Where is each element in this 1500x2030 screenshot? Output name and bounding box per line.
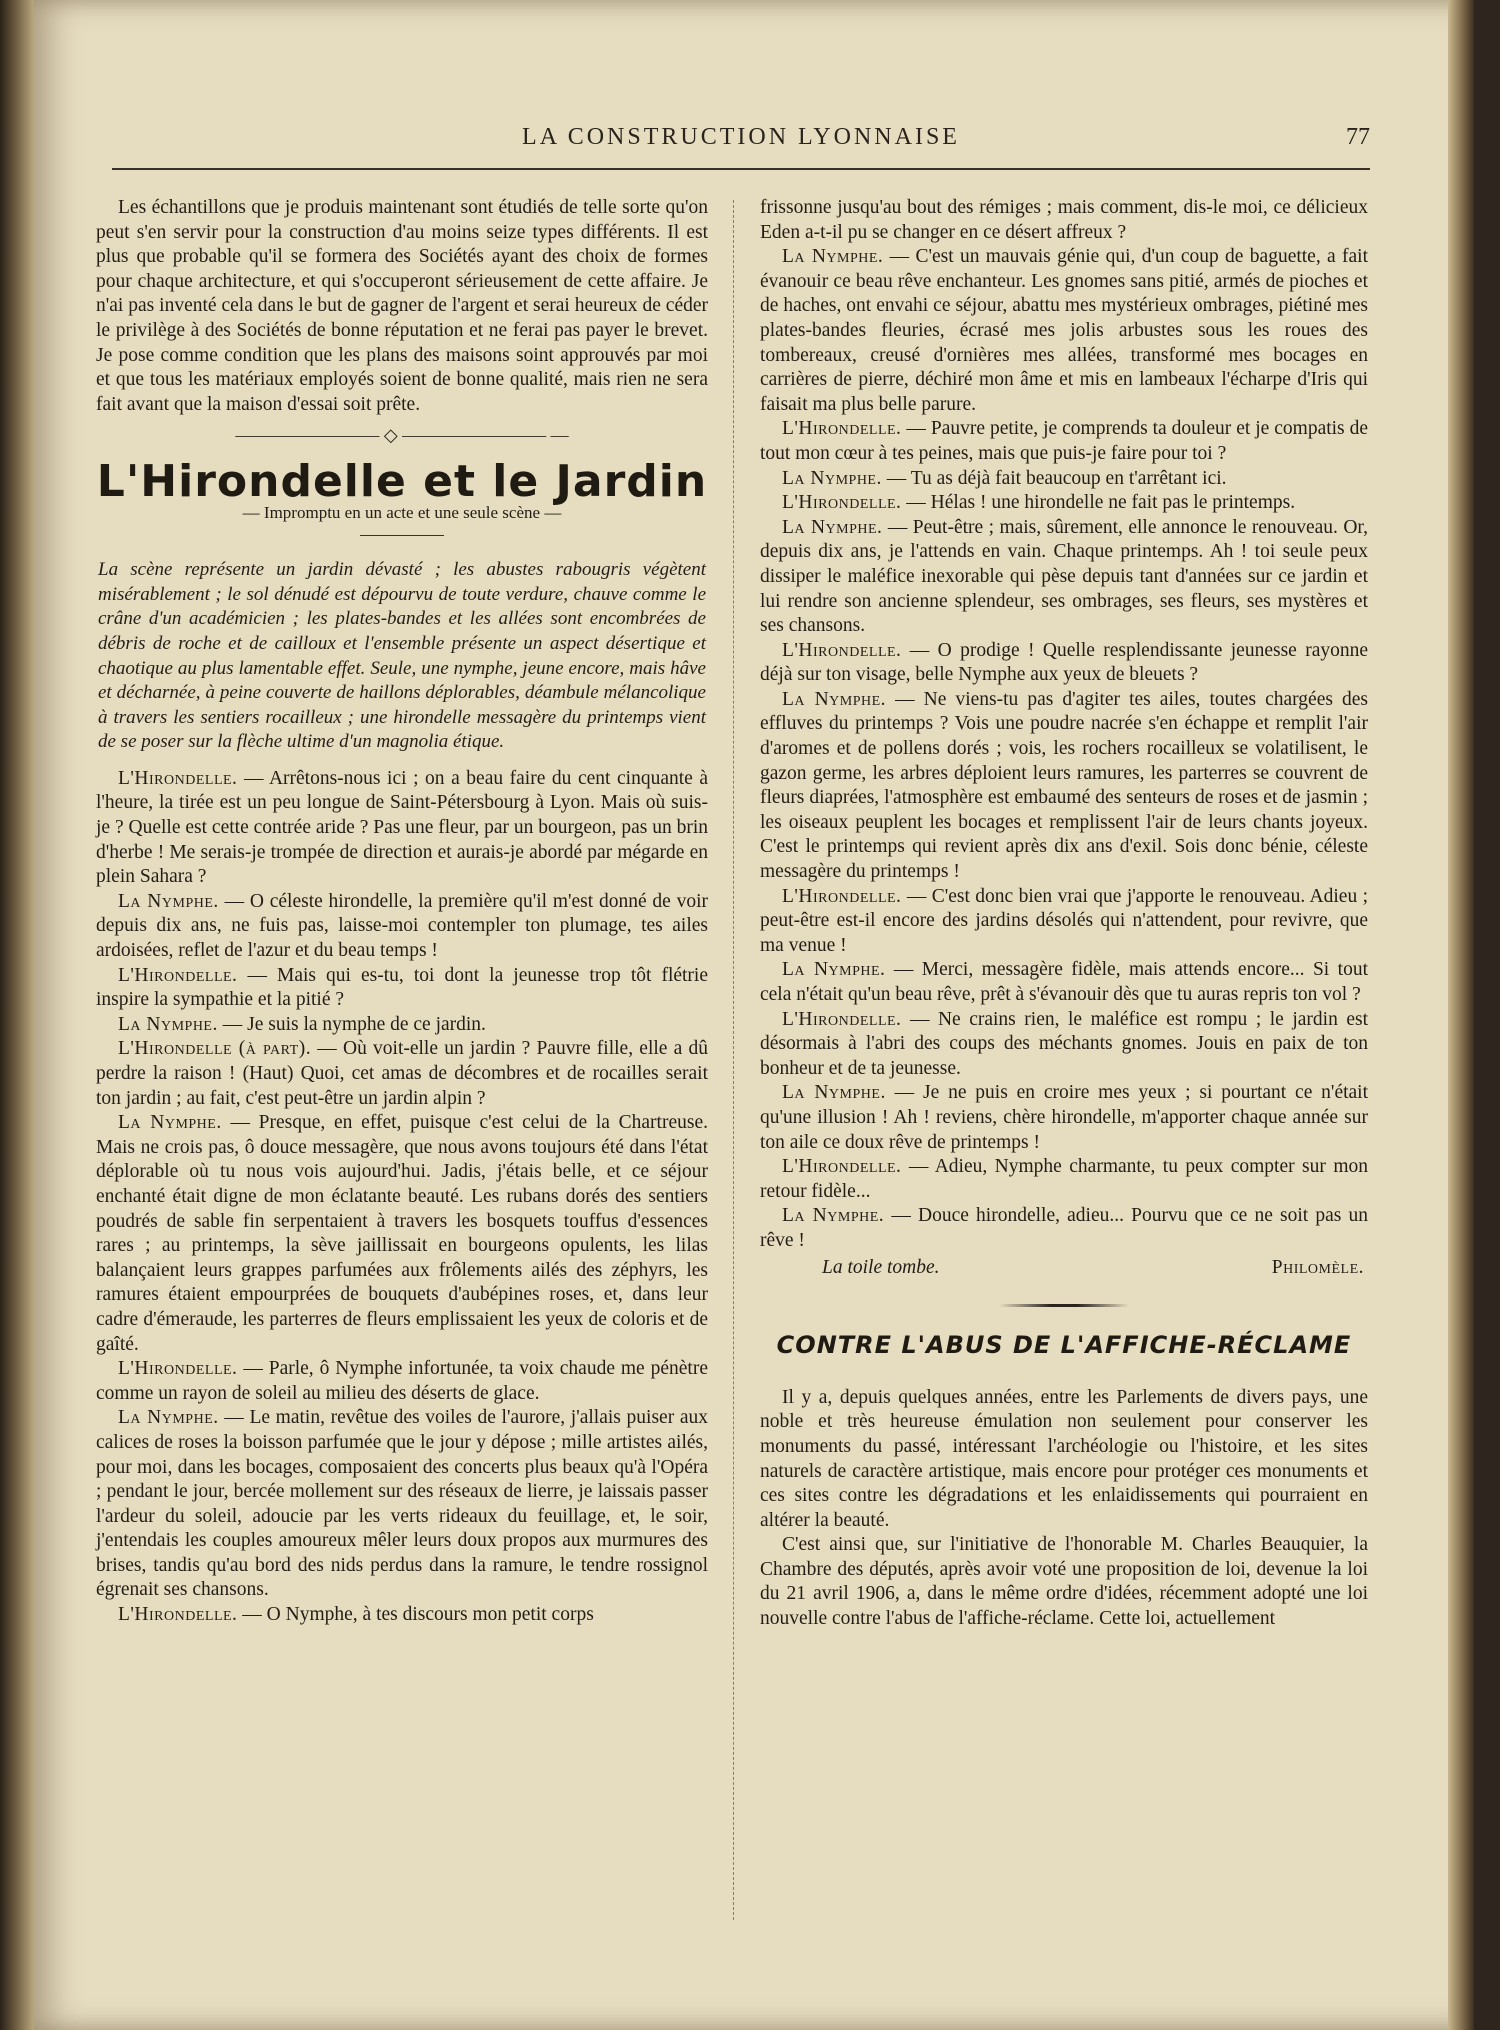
dialogue-line: [760, 1008, 1368, 1082]
line-text: — Peut-être ; mais, sûrement, elle annonce le renouveau. Or, depuis dix ans, je l'attends en vain. Chaque printemps. Ah ! toi seule peux dissiper le maléfice inexorable qui pèse depuis tant d'années sur ce jardin et lui rendre son ancienne splendeur, ses ombrages, ses fleurs, ses mystères et ses chansons.: [760, 516, 1369, 637]
speaker: L'Hirondelle.: [782, 885, 902, 907]
continuation-paragraph: frissonne jusqu'au bout des rémiges ; mais comment, dis-le moi, ce délicieux Eden a-t-il pu se changer en ce désert affreux ?: [760, 197, 1368, 243]
line-text: — C'est un mauvais génie qui, d'un coup de baguette, a fait évanouir ce beau rêve enchanteur. Les gnomes sans pitié, armés de pioches et de haches, ont envahi ce séjour, abattu mes mystérieux ombrages, piétiné mes plates-bandes fleuries, écrasé mes jolis arbustes sous les roues des tombereaux, creusé d'ornières mes allées, transformé mes bocages en carrières de pierre, déchiré mon âme et mis en lambeaux l'écharpe d'Iris qui faisait ma plus belle parure.: [760, 246, 1368, 415]
dialogue-line: [760, 1081, 1368, 1155]
line-text: — Où voit-elle un jardin ? Pauvre fille, elle a dû perdre la raison ! (Haut) Quoi, cet amas de décombres et de rocailles serait ton jardin ; au fait, c'est peut-être un jardin alpin ?: [96, 1038, 708, 1109]
article-title: CONTRE L'ABUS DE L'AFFICHE-RÉCLAME: [776, 1331, 1352, 1360]
column-divider: [733, 200, 735, 1920]
dialogue-line: [760, 639, 1368, 688]
dialogue-line: [96, 1357, 708, 1406]
line-text: — O céleste hirondelle, la première qu'il m'est donné de voir depuis dix ans, ne fuis pas, laisse-moi contempler ton plumage, tes ailes ardoisées, reflet de l'azur et du beau temps !: [96, 890, 708, 962]
ornament-divider: ———————— ◇ ———————— —: [235, 425, 569, 446]
dialogue-line: [760, 688, 1368, 885]
line-text: — Douce hirondelle, adieu... Pourvu que ce ne soit pas un rêve !: [760, 1205, 1368, 1251]
speaker: L'Hirondelle.: [782, 1156, 902, 1178]
speaker: La Nymphe.: [118, 1013, 218, 1035]
running-header: [112, 118, 1370, 164]
line-text: — O Nymphe, à tes discours mon petit corps: [242, 1604, 594, 1626]
dialogue-line: [760, 417, 1368, 466]
speaker: La Nymphe.: [782, 516, 883, 538]
speaker: La Nymphe.: [782, 1205, 885, 1227]
line-text: — Pauvre petite, je comprends ta douleur et je compatis de tout mon cœur à tes peines, mais que puis-je faire pour toi ?: [760, 418, 1369, 464]
intro-paragraph: Les échantillons que je produis maintenant sont étudiés de telle sorte qu'on peut s'en servir pour la construction d'au moins seize types différents. Il est plus que probable qu'il se formera des Sociétés ayant des choix de formes pour chaque architecture, et qui s'occuperont sérieusement de cette affaire. Je n'ai pas inventé cela dans le but de gagner de l'argent et serai heureux de céder le privilège à des Sociétés de bonne réputation et ne ferai pas payer le brevet. Je pose comme condition que les plans des maisons soint approuvés par moi et que tous les matériaux employés soient de bonne qualité, mais rien ne sera fait avant que la maison d'essai soit prête.: [96, 197, 708, 415]
dialogue-line: [760, 245, 1368, 417]
closing-line: [760, 1256, 1368, 1281]
dialogue-line: [760, 516, 1368, 639]
end-rule: [999, 1304, 1129, 1307]
dialogue-line: [760, 491, 1368, 516]
dialogue-line: [760, 467, 1368, 492]
line-text: — Ne crains rien, le maléfice est rompu ; le jardin est désormais à l'abri des coups des méchants gnomes. Jouis en paix de ton bonheur et de ta jeunesse.: [760, 1008, 1368, 1079]
line-text: — Parle, ô Nymphe infortunée, ta voix chaude me pénètre comme un rayon de soleil au milieu des déserts de glace.: [96, 1358, 708, 1404]
speaker: L'Hirondelle.: [118, 964, 238, 986]
dialogue-line: [760, 885, 1368, 959]
right-column: [760, 196, 1368, 1632]
short-rule: [360, 535, 444, 536]
dialogue-line: [96, 1111, 708, 1357]
dialogue-line: [96, 890, 708, 964]
speaker: La Nymphe.: [118, 890, 219, 912]
line-text: — Le matin, revêtue des voiles de l'aurore, j'allais puiser aux calices de roses la boisson parfumée que le jour y dépose ; mille artistes ailés, pour moi, dans les bocages, composaient des concerts plus beaux qu'à l'Opéra ; pendant le jour, bercée mollement sur des réseaux de lierre, je laissais passer l'ardeur du soleil, adoucie par les verts rideaux du feuillage, et, le soir, j'entendais les couples amoureux mêler leurs doux propos aux murmures des brises, tandis qu'au bord des nids perdus dans la ramure, le tendre rossignol égrenait ses chansons.: [96, 1407, 708, 1601]
speaker: La Nymphe.: [782, 1082, 886, 1104]
speaker: L'Hirondelle.: [782, 492, 902, 514]
speaker: La Nymphe.: [118, 1112, 222, 1134]
speaker: La Nymphe.: [782, 467, 882, 489]
page-edge: [1448, 0, 1474, 2030]
line-text: — C'est donc bien vrai que j'apporte le renouveau. Adieu ; peut-être est-il encore des jardins désolés qui n'attendent, pour revivre, que ma venue !: [760, 885, 1369, 956]
line-text: — Je ne puis en croire mes yeux ; si pourtant ce n'était qu'une illusion ! Ah ! reviens, chère hirondelle, m'apporter chaque année sur ton aile ce doux rêve de printemps !: [760, 1082, 1369, 1153]
book-binding: [0, 0, 34, 2030]
speaker: L'Hirondelle.: [118, 1358, 238, 1380]
running-title: LA CONSTRUCTION LYONNAISE: [522, 124, 960, 150]
dialogue-line: [760, 1155, 1368, 1204]
line-text: — Ne viens-tu pas d'agiter tes ailes, toutes chargées des effluves du printemps ? Vois une poudre nacrée s'en échappe et remplit l'air d'aromes et de pollens dorés ; vois, les rochers rocailleux se volatilisent, le gazon germe, les arbres déploient leurs ramures, les parterres se couvrent de fleurs diaprées, l'atmosphère est embaumé des senteurs de roses et de jasmin ; les oiseaux peuplent les bocages et remplissent l'air de leurs chants joyeux. C'est le printemps qui revient après dix ans d'exil. Sois donc bénie, céleste messagère du printemps !: [760, 688, 1368, 883]
line-text: — Je suis la nymphe de ce jardin.: [222, 1013, 486, 1035]
line-text: — Tu as déjà fait beaucoup en t'arrêtant ici.: [886, 467, 1227, 489]
line-text: — Hélas ! une hirondelle ne fait pas le printemps.: [906, 492, 1296, 514]
play-title: L'Hirondelle et le Jardin: [96, 455, 708, 507]
speaker: L'Hirondelle.: [782, 418, 902, 440]
dialogue-line: [96, 1037, 708, 1111]
left-dialogue: [96, 767, 708, 1628]
play-subtitle: — Impromptu en un acte et une seule scène —: [242, 502, 562, 522]
curtain-text: La toile tombe.: [822, 1256, 940, 1278]
speaker: L'Hirondelle (à part).: [118, 1038, 312, 1060]
speaker: La Nymphe.: [118, 1407, 219, 1429]
dialogue-line: [96, 1013, 708, 1038]
right-dialogue: [760, 245, 1368, 1253]
header-rule: [112, 168, 1370, 170]
line-text: — Merci, messagère fidèle, mais attends encore... Si tout cela n'était qu'un beau rêve, prêt à s'évanouir dès que tu auras repris ton vol ?: [760, 959, 1368, 1005]
speaker: La Nymphe.: [782, 959, 886, 981]
speaker: La Nymphe.: [782, 688, 887, 710]
stage-directions: La scène représente un jardin dévasté ; les abustes rabougris végètent misérablement ; le sol dénudé est dépourvu de toute verdure, chauve comme le crâne d'un académicien ; les plates-bandes et les allées sont encombrées de débris de roche et de cailloux et l'ensemble présente un aspect désertique et chaotique au plus lamentable effet. Seule, une nymphe, jeune encore, mais hâve et décharnée, à peine couverte de haillons déplorables, déambule mélancolique à travers les sentiers rocailleux ; une hirondelle messagère du printemps vient de se poser sur la flèche ultime d'un magnolia étique.: [98, 559, 706, 753]
dialogue-line: [96, 964, 708, 1013]
dialogue-line: [96, 767, 708, 890]
article-paragraph: Il y a, depuis quelques années, entre les Parlements de divers pays, une noble et très heureuse émulation non seulement pour conserver les monuments du passé, intéressant l'archéologie ou l'histoire, et les sites naturels de caractère artistique, mais encore pour protéger ces monuments et ces sites contre les dégradations et les enlaidissements qui pourraient en altérer la beauté.: [760, 1386, 1368, 1531]
page-number: 77: [1346, 124, 1370, 150]
dialogue-line: [96, 1406, 708, 1603]
line-text: — Mais qui es-tu, toi dont la jeunesse trop tôt flétrie inspire la sympathie et la pitié ?: [96, 964, 708, 1011]
speaker: L'Hirondelle.: [782, 1008, 902, 1030]
speaker: L'Hirondelle.: [118, 767, 238, 789]
line-text: — O prodige ! Quelle resplendissante jeunesse rayonne déjà sur ton visage, belle Nymphe aux yeux de bleuets ?: [760, 639, 1368, 686]
speaker: L'Hirondelle.: [782, 639, 902, 661]
dialogue-line: [96, 1603, 708, 1628]
dialogue-line: [760, 958, 1368, 1007]
left-column: [96, 196, 708, 1628]
speaker: La Nymphe.: [782, 246, 884, 268]
line-text: — Adieu, Nymphe charmante, tu peux compter sur mon retour fidèle...: [760, 1156, 1368, 1202]
author-signature: Philomèle.: [1271, 1256, 1364, 1278]
dialogue-line: [760, 1204, 1368, 1253]
article-paragraph: C'est ainsi que, sur l'initiative de l'honorable M. Charles Beauquier, la Chambre des députés, après avoir voté une proposition de loi, devenue la loi du 21 avril 1906, a, dans le même ordre d'idées, récemment adopté une loi nouvelle contre l'abus de l'affiche-réclame. Cette loi, actuellement: [760, 1534, 1368, 1630]
line-text: — Arrêtons-nous ici ; on a beau faire du cent cinquante à l'heure, la tirée est un peu longue de Saint-Pétersbourg à Lyon. Mais où suis-je ? Quelle est cette contrée aride ? Pas une fleur, par un bourgeon, pas un brin d'herbe ! Me serais-je trompée de direction et aurais-je abordé par mégarde en plein Sahara ?: [96, 767, 708, 888]
speaker: L'Hirondelle.: [118, 1604, 238, 1626]
line-text: — Presque, en effet, puisque c'est celui de la Chartreuse. Mais ne crois pas, ô douce messagère, que nous avons toujours été dans l'état déplorable où tu nous vois aujourd'hui. Jadis, j'étais belle, et ce séjour enchanté était digne de mon éclatante beauté. Les rubans dorés des sentiers poudrés de sable fin serpentaient à travers les bosquets touffus d'essences rares ; au printemps, la sève jaillissait en bourgeons opulents, les lilas balançaient leurs grappes parfumées aux frôlements ailés des zéphyrs, les ramures étaient empourprées de bouquets d'aubépines roses, et, dans leur cadre d'émeraude, les parterres de fleurs emplissaient les yeux de coloris et de gaîté.: [96, 1112, 708, 1355]
